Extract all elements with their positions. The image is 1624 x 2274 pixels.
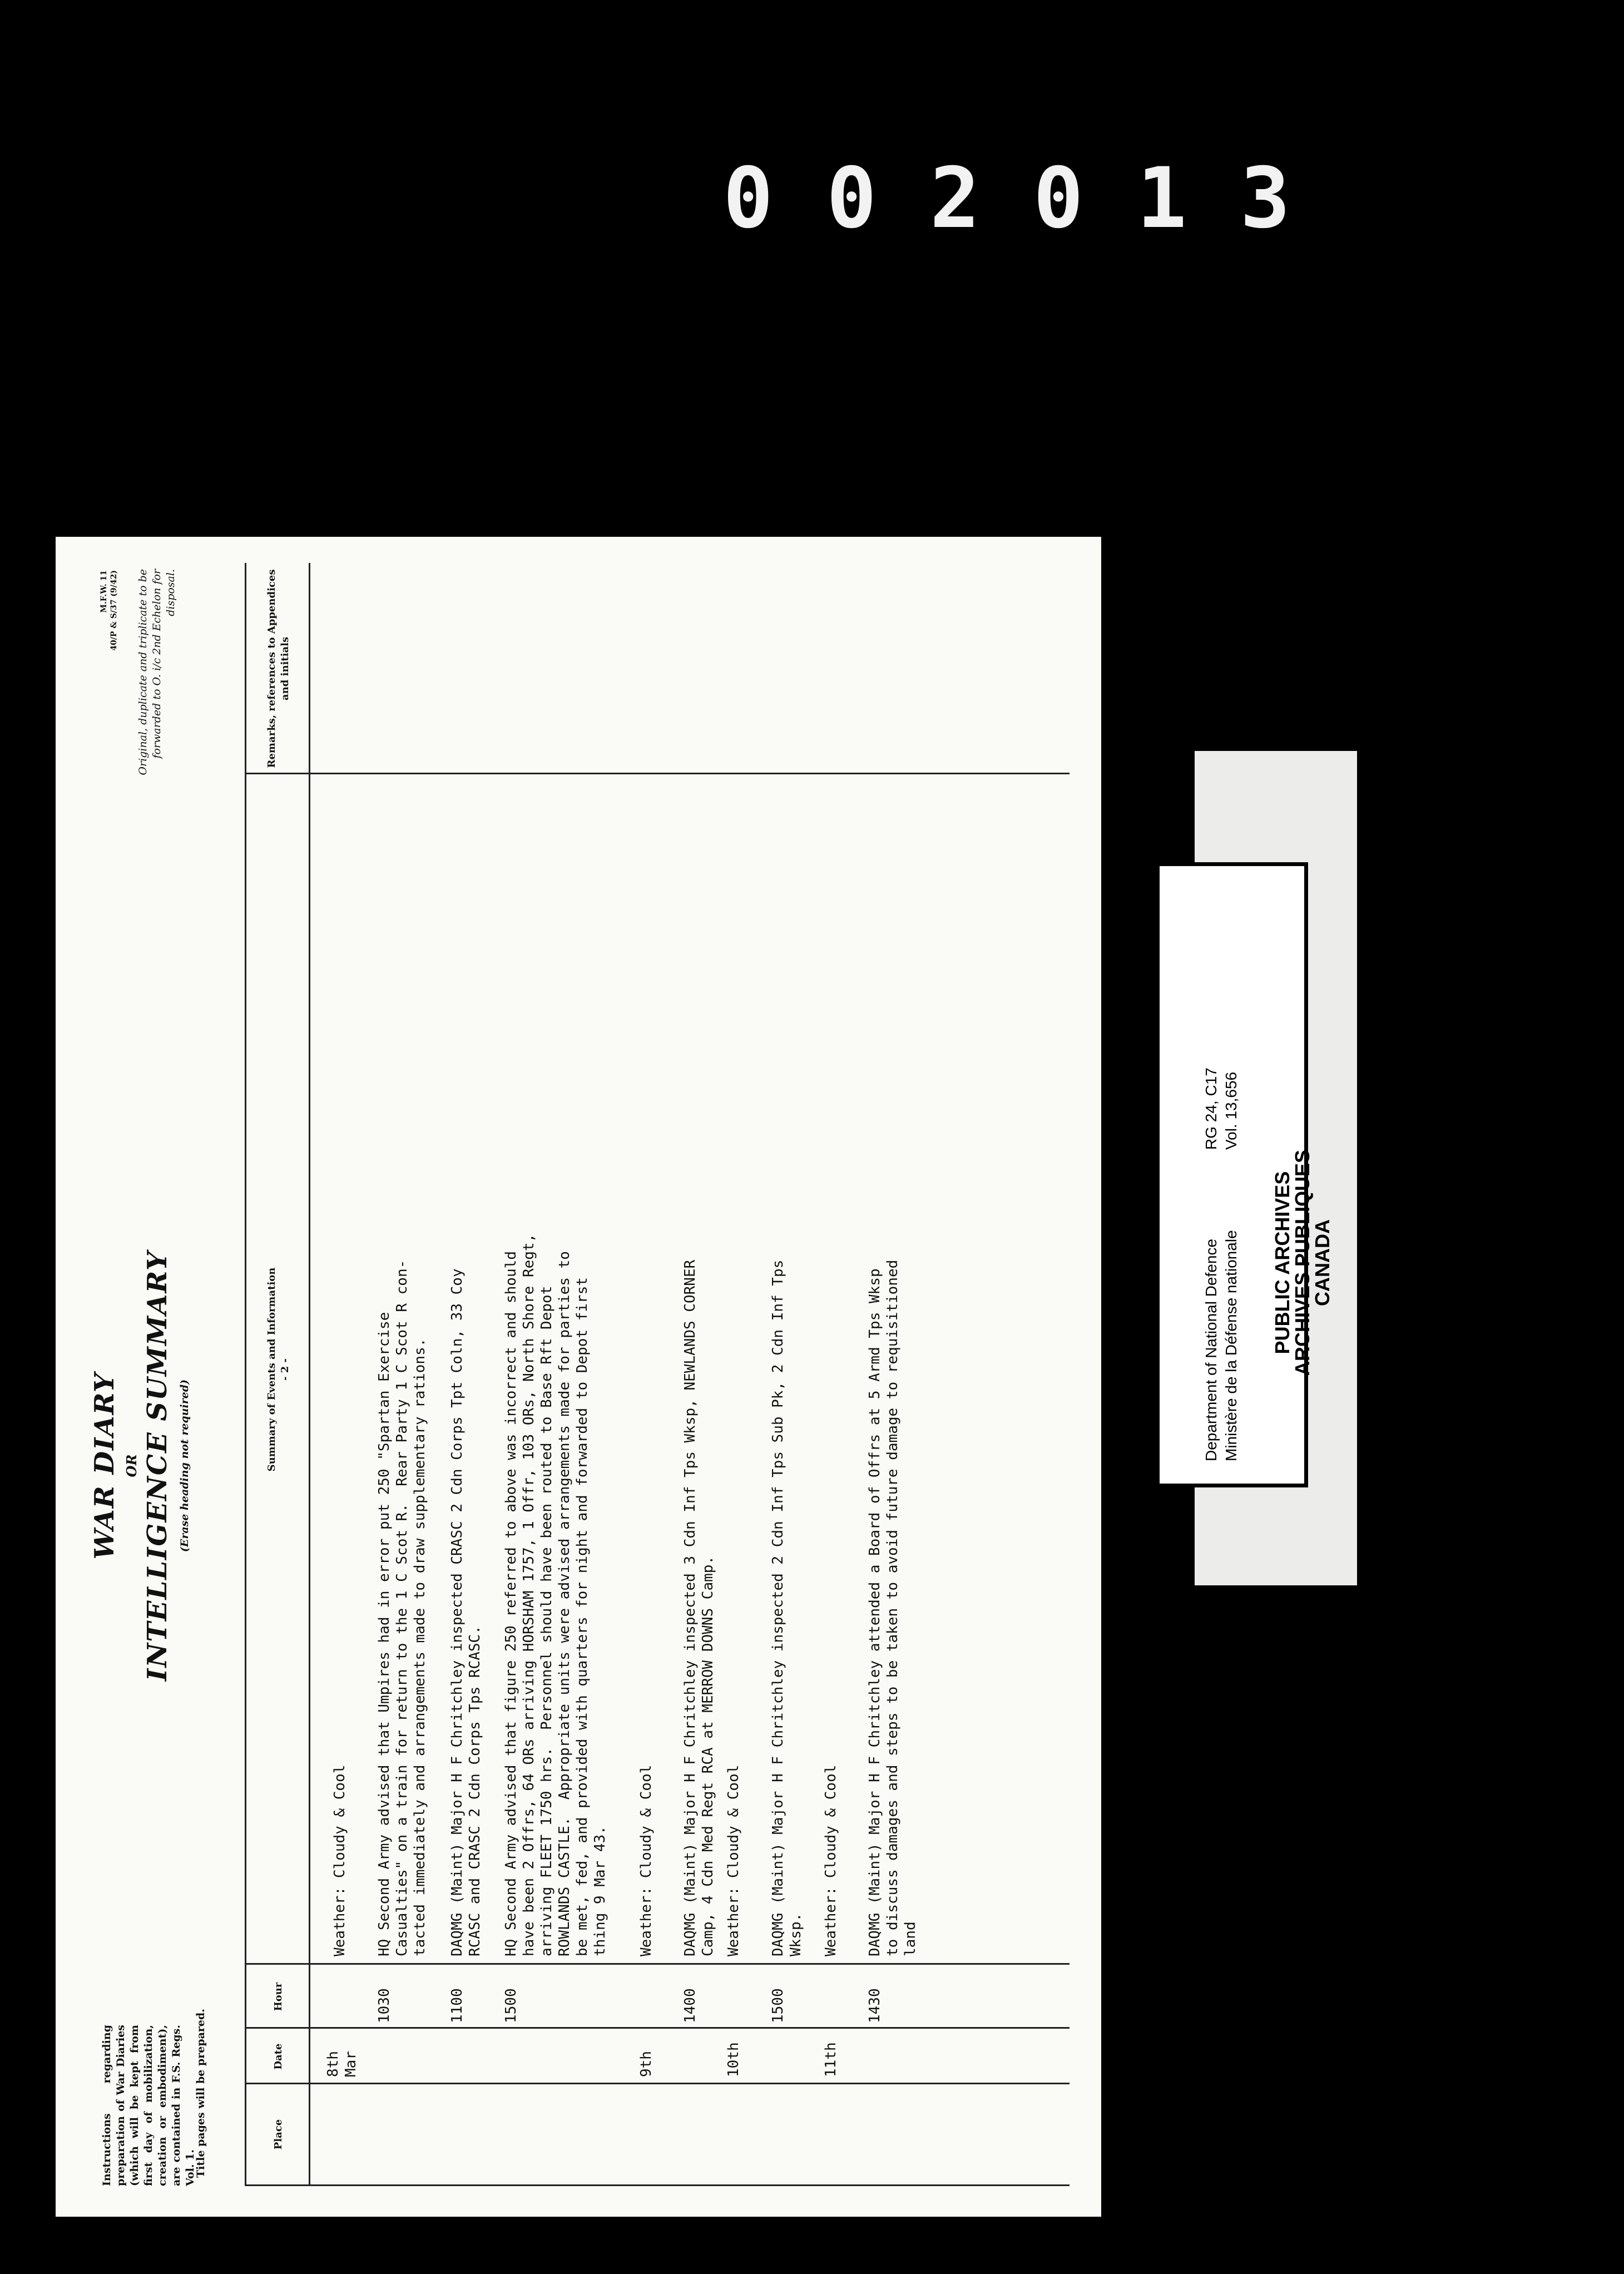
department-french: Ministère de la Défense nationale <box>1222 1230 1240 1461</box>
form-ref-line: M.F.W. 11 <box>100 570 108 613</box>
archive-stamp-text <box>1273 1068 1333 1457</box>
column-divider <box>246 773 1070 774</box>
archive-stamp <box>1195 918 1357 1585</box>
row-entry: HQ Second Army advised that Umpires had in error put 250 "Spartan Exercise Casualties" on a train for return to the 1 C Scot R. Rear Party 1 C Scot R con- tacted immediately and arrangements made to draw supplementary rations. <box>376 1259 428 1956</box>
row-entry: DAQMG (Maint) Major H F Chritchley inspected 2 Cdn Inf Tps Sub Pk, 2 Cdn Inf Tps Wksp. <box>770 1259 804 1956</box>
row-hour: 1030 <box>376 1988 393 2023</box>
stamp-line: PUBLIC ARCHIVES <box>1271 1171 1294 1354</box>
header-remarks: Remarks, references to Appendices and initials <box>265 569 291 768</box>
column-divider <box>246 2083 1070 2084</box>
row-entry: HQ Second Army advised that figure 250 referred to above was incorrect and should have been 2 Offrs, 64 ORs arriving HORSHAM 1757, 1 Offr, 103 ORs, North Shore Regt, arriving FLEET 1750 hrs. Personnel should have been routed to Base Rft Depot ROWLANDS CASTLE. Appropriate units were advised arrangements made for parties to be met, fed, and provided with quarters for night and forwarded to Depot first thing 9 Mar 43. <box>503 1233 608 1956</box>
header-summary-label: Summary of Events and Information <box>265 1267 278 1472</box>
instructions-text: Instructions regarding preparation of War Diaries (which will be kept from first day of mobilization, creation or embodiment), are contained in F.S. Regs. Vol. 1. <box>101 2025 196 2186</box>
header-place: Place <box>272 2119 284 2150</box>
row-hour: 1400 <box>682 1988 699 2023</box>
distribution-note: Original, duplicate and triplicate to be forwarded to O. i/c 2nd Echelon for disposal. <box>137 569 177 775</box>
volume-number: Vol. 13,656 <box>1222 1071 1240 1150</box>
war-diary-sheet <box>56 537 1101 2217</box>
frame-digit: 2 <box>929 150 981 247</box>
frame-digit: 0 <box>826 150 877 247</box>
frame-digit: 3 <box>1240 150 1290 247</box>
record-group: RG 24, C17 <box>1202 1067 1220 1150</box>
stamp-line: CANADA <box>1311 1219 1334 1306</box>
row-date: 11th <box>823 2042 839 2077</box>
department-english: Department of National Defence <box>1202 1239 1220 1461</box>
frame-number <box>723 150 1290 247</box>
row-date: 10th <box>725 2042 742 2077</box>
title-intelligence-summary: INTELLIGENCE SUMMARY <box>142 1250 173 1682</box>
row-entry: DAQMG (Maint) Major H F Chritchley attended a Board of Offrs at 5 Armd Tps Wksp to discuss damages and steps to be taken to avoid future damage to requisitioned land <box>867 1259 919 1956</box>
title-pages-note: Title pages will be prepared. <box>195 2009 207 2178</box>
header-summary <box>246 774 310 1965</box>
row-hour: 1500 <box>770 1988 786 2023</box>
frame-digit: 1 <box>1136 150 1187 247</box>
title-war-diary: WAR DIARY <box>89 1372 120 1560</box>
archive-card <box>1195 751 1357 1585</box>
header-hour: Hour <box>272 1982 284 2011</box>
column-divider <box>246 2027 1070 2029</box>
page-number: - 2 - <box>279 1358 291 1381</box>
form-ref-line: 40/P & S/37 (9/42) <box>110 570 118 651</box>
form-reference <box>99 570 119 693</box>
row-date: 9th <box>638 2051 655 2077</box>
header-date: Date <box>272 2043 284 2070</box>
page-heading <box>89 1160 191 1772</box>
title-or: OR <box>123 1454 140 1477</box>
row-date: 8th Mar <box>325 2051 359 2077</box>
row-hour: 1430 <box>867 1988 883 2023</box>
row-hour: 1500 <box>503 1988 519 2023</box>
row-hour: 1100 <box>449 1988 466 2023</box>
row-entry: Weather: Cloudy & Cool <box>638 1764 655 1956</box>
column-divider <box>246 1963 1070 1965</box>
frame-digit: 0 <box>1033 150 1084 247</box>
stamp-line: ARCHIVES PUBLIQUES <box>1291 1149 1314 1376</box>
row-entry: DAQMG (Maint) Major H F Chritchley inspected 3 Cdn Inf Tps Wksp, NEWLANDS CORNER Camp, 4 Cdn Med Regt RCA at MERROW DOWNS Camp. <box>682 1259 716 1956</box>
erase-note: (Erase heading not required) <box>179 1379 191 1553</box>
frame-digit: 0 <box>723 150 774 247</box>
row-entry: Weather: Cloudy & Cool <box>823 1764 839 1956</box>
war-diary-page <box>56 537 1101 2217</box>
row-entry: DAQMG (Maint) Major H F Chritchley inspected CRASC 2 Cdn Corps Tpt Coln, 33 Coy RCASC and CRASC 2 Cdn Corps Tps RCASC. <box>449 1268 483 1956</box>
row-entry: Weather: Cloudy & Cool <box>331 1764 348 1956</box>
diary-table <box>245 563 1070 2186</box>
row-entry: Weather: Cloudy & Cool <box>725 1764 742 1956</box>
